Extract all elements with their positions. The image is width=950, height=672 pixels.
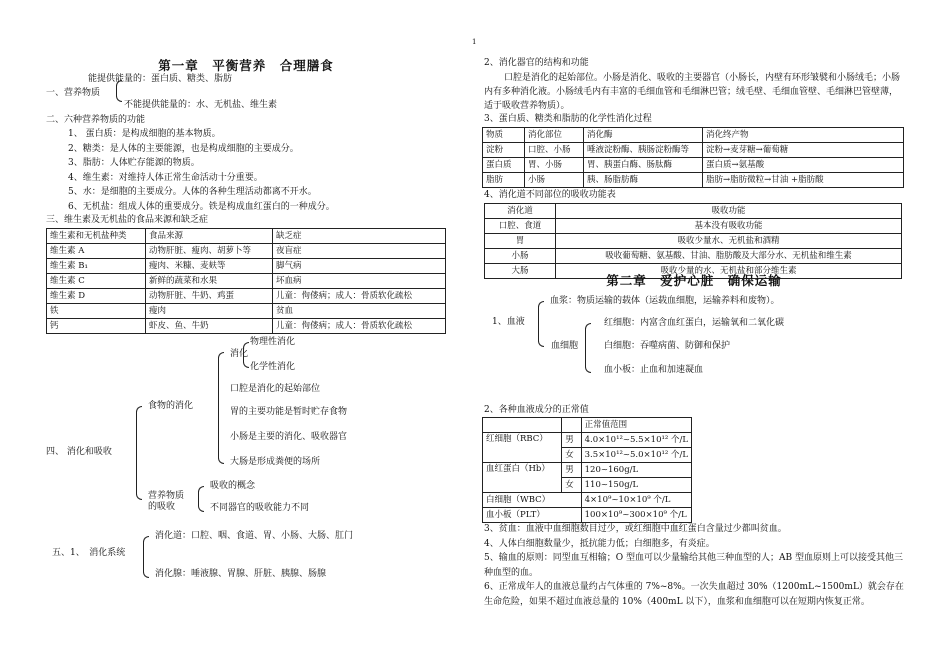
list-item: 2、糖类：是人体的主要能源，也是构成细胞的主要成分。 (68, 143, 299, 154)
non-energy-nutrients: 不能提供能量的：水、无机盐、维生素 (124, 100, 278, 110)
table-cell: 新鲜的蔬菜和水果 (146, 274, 273, 289)
table-cell: 男 (562, 463, 581, 478)
table-cell: 瘦肉 (146, 304, 273, 319)
digestion-point: 小肠是主要的消化、吸收器官 (230, 432, 348, 442)
table-cell: 4×10⁹~10×10⁹ 个/L (581, 493, 691, 508)
table-cell: 蛋白质 (483, 158, 525, 173)
r2-body: 口腔是消化的起始部位。小肠是消化、吸收的主要器官（小肠长，内壁有环形皱襞和小肠绒毛；小肠内有多种消化液。小肠绒毛内有丰富的毛细血管和毛细淋巴管；绒毛壁、毛细血管壁、毛细淋巴管壁薄，适于吸收营养物质）。 (484, 73, 901, 111)
table-cell: 血小板（PLT） (483, 508, 582, 523)
table-cell: 吸收少量水、无机盐和酒精 (556, 234, 902, 249)
chapter1-title: 第一章 平衡营养 合理膳食 (158, 58, 334, 73)
blood-label: 1、血液 (492, 317, 525, 327)
table-cell: 女 (562, 478, 581, 493)
table-header-row (485, 204, 902, 219)
table-cell: 口腔、小肠 (525, 143, 584, 158)
chemical-digestion: 化学性消化 (250, 362, 296, 372)
table-cell: 男 (562, 433, 581, 448)
note-item: 4、人体白细胞数量少，抵抗能力低；白细胞多，有炎症。 (484, 538, 715, 549)
absorption-node: 营养物质的吸收 (148, 491, 185, 513)
nutrients-label: 一、营养物质 (46, 88, 101, 98)
blood-cells-label: 血细胞 (551, 341, 579, 351)
blood-values-title: 2、各种血液成分的正常值 (484, 405, 589, 415)
table-cell: 110~150g/L (581, 478, 691, 493)
table-cell: 虾皮、鱼、牛奶 (146, 319, 273, 334)
table-cell: 白细胞（WBC） (483, 493, 582, 508)
table-cell: 脂肪→脂肪微粒→甘油 +脂肪酸 (703, 173, 904, 188)
table-cell: 口腔、食道 (485, 219, 556, 234)
table-cell: 动物肝脏、瘦肉、胡萝卜等 (146, 244, 273, 259)
table-cell: 女 (562, 448, 581, 463)
table-cell (562, 418, 581, 433)
list-item: 1、 蛋白质：是构成细胞的基本物质。 (68, 129, 221, 139)
table-cell: 脚气病 (273, 259, 446, 274)
table-cell: 夜盲症 (273, 244, 446, 259)
table-cell: 胃 (485, 234, 556, 249)
table-cell: 钙 (47, 319, 146, 334)
table-cell: 维生素 B₁ (47, 259, 146, 274)
table-cell: 吸收葡萄糖、氨基酸、甘油、脂肪酸及大部分水、无机盐和维生素 (556, 249, 902, 264)
table-header-row (483, 418, 692, 433)
table-row (485, 219, 902, 234)
digestion-node: 消化 (230, 349, 249, 359)
table-header: 消化部位 (525, 128, 584, 143)
list-item: 6、无机盐：组成人体的重要成分。铁是构成血红蛋白的一种成分。 (68, 201, 335, 212)
table-cell: 胃、胰蛋白酶、肠肽酶 (584, 158, 703, 173)
table-cell: 红细胞（RBC） (483, 433, 562, 463)
table-header: 消化道 (485, 204, 556, 219)
absorption-difference: 不同器官的吸收能力不同 (210, 503, 310, 513)
table-cell: 胰、肠脂肪酶 (584, 173, 703, 188)
r3-title: 3、蛋白质、糖类和脂肪的化学性消化过程 (484, 114, 652, 124)
table-header: 吸收功能 (556, 204, 902, 219)
nutrient-functions-list (68, 129, 335, 216)
digestion-point: 胃的主要功能是暂时贮存食物 (230, 407, 348, 417)
table-cell: 基本没有吸收功能 (556, 219, 902, 234)
table-cell: 儿童：佝偻病；成人：骨质软化疏松 (273, 319, 446, 334)
rbc-text: 红细胞：内富含血红蛋白，运输氧和二氧化碳 (604, 318, 785, 328)
table-header: 维生素和无机盐种类 (47, 229, 146, 244)
table-header: 正常值范围 (581, 418, 691, 433)
section5-label: 五、1、 消化系统 (52, 548, 126, 558)
table-cell: 贫血 (273, 304, 446, 319)
table-header: 食品来源 (146, 229, 273, 244)
table-row (483, 493, 692, 508)
note-item: 5、输血的原则：同型血互相输；O 型血可以少量输给其他三种血型的人；AB 型血原则上可以接受其他三种血型的血。 (484, 553, 903, 578)
table-row (483, 463, 692, 478)
digestive-system-brace (143, 536, 149, 578)
nutrients-brace (116, 80, 122, 102)
food-digestion-node: 食物的消化 (148, 401, 194, 411)
section4-label: 四、 消化和吸收 (46, 447, 112, 457)
table-cell: 小肠 (525, 173, 584, 188)
table-cell: 维生素 D (47, 289, 146, 304)
chemical-digestion-table (482, 127, 904, 188)
digestive-tract: 消化道：口腔、咽、食道、胃、小肠、大肠、肛门 (155, 531, 354, 541)
table-row (47, 274, 446, 289)
table-cell: 脂肪 (483, 173, 525, 188)
blood-values-table (482, 417, 692, 523)
section2-title: 二、六种营养物质的功能 (46, 115, 146, 125)
absorption-table (484, 203, 902, 279)
energy-nutrients: 能提供能量的：蛋白质、糖类、脂肪 (88, 74, 233, 84)
table-cell: 铁 (47, 304, 146, 319)
list-item: 5、水：是细胞的主要成分。人体的各种生理活动都离不开水。 (68, 187, 317, 197)
table-header-row (483, 128, 904, 143)
absorption-concept: 吸收的概念 (210, 481, 256, 491)
blood-cells-brace (585, 323, 591, 373)
table-cell: 100×10⁹~300×10⁹ 个/L (581, 508, 691, 523)
digestion-absorption-brace (136, 406, 142, 500)
table-row (47, 319, 446, 334)
r2-title: 2、消化器官的结构和功能 (484, 58, 589, 68)
table-cell: 瘦肉、米糠、麦麸等 (146, 259, 273, 274)
table-cell: 4.0×10¹²~5.5×10¹² 个/L (581, 433, 691, 448)
table-cell: 120~160g/L (581, 463, 691, 478)
digestion-point: 口腔是消化的起始部位 (230, 384, 321, 394)
blood-notes (484, 522, 904, 609)
table-cell: 淀粉 (483, 143, 525, 158)
table-cell: 淀粉→麦芽糖→葡萄糖 (703, 143, 904, 158)
table-row (483, 173, 904, 188)
table-row (483, 158, 904, 173)
table-row (483, 143, 904, 158)
table-cell: 坏血病 (273, 274, 446, 289)
absorption-brace (198, 486, 204, 512)
table-cell: 动物肝脏、牛奶、鸡蛋 (146, 289, 273, 304)
note-item: 6、正常成年人的血液总量约占气体重的 7%~8%。一次失血超过 30%（1200mL~1500mL）就会存在生命危险，如果不超过血液总量的 10%（400mL 以下），血浆和血细胞可以在短期内恢复正常。 (484, 582, 904, 607)
table-header: 物质 (483, 128, 525, 143)
table-cell (483, 418, 562, 433)
physical-digestion: 物理性消化 (250, 337, 296, 347)
table-cell: 胃、小肠 (525, 158, 584, 173)
table-header: 消化终产物 (703, 128, 904, 143)
note-item: 3、贫血：血液中血细胞数目过少，或红细胞中血红蛋白含量过少都叫贫血。 (484, 524, 787, 534)
table-cell: 3.5×10¹²~5.0×10¹² 个/L (581, 448, 691, 463)
platelet-text: 血小板：止血和加速凝血 (604, 365, 704, 375)
digestive-glands: 消化腺：唾液腺、胃腺、肝脏、胰腺、肠腺 (155, 569, 327, 579)
table-cell: 维生素 A (47, 244, 146, 259)
table-cell: 唾液淀粉酶、胰肠淀粉酶等 (584, 143, 703, 158)
table-cell: 小肠 (485, 249, 556, 264)
page-number: 1 (472, 38, 477, 46)
table-row (47, 304, 446, 319)
table-cell: 儿童：佝偻病；成人：骨质软化疏松 (273, 289, 446, 304)
table-cell: 大肠 (485, 264, 556, 279)
food-digestion-brace (218, 352, 224, 464)
table-row (47, 259, 446, 274)
table-header-row (47, 229, 446, 244)
plasma-text: 血浆：物质运输的载体（运载血细胞，运输养料和废物）。 (550, 296, 780, 306)
table-header: 缺乏症 (273, 229, 446, 244)
list-item: 3、脂肪：人体贮存能源的物质。 (68, 158, 200, 168)
table-cell: 蛋白质→氨基酸 (703, 158, 904, 173)
section3-title: 三、维生素及无机盐的食品来源和缺乏症 (46, 215, 209, 225)
chapter2-title: 第二章 爱护心脏 确保运输 (606, 273, 782, 288)
blood-brace (538, 301, 544, 347)
table-row (483, 433, 692, 448)
table-cell: 血红蛋白（Hb） (483, 463, 562, 493)
table-row (485, 234, 902, 249)
table-cell: 吸收少量的水、无机盐和部分维生素 (556, 264, 902, 279)
list-item: 4、维生素：对维持人体正常生命活动十分重要。 (68, 172, 263, 183)
table-row (47, 244, 446, 259)
table-row (485, 249, 902, 264)
table-cell: 维生素 C (47, 274, 146, 289)
digestion-point: 大肠是形成粪便的场所 (230, 457, 321, 467)
r4-title: 4、消化道不同部位的吸收功能表 (484, 190, 616, 200)
digestion-brace (243, 342, 249, 368)
wbc-text: 白细胞：吞噬病菌、防御和保护 (604, 341, 731, 351)
vitamin-table (46, 228, 446, 334)
table-header: 消化酶 (584, 128, 703, 143)
table-row (47, 289, 446, 304)
table-row (483, 508, 692, 523)
